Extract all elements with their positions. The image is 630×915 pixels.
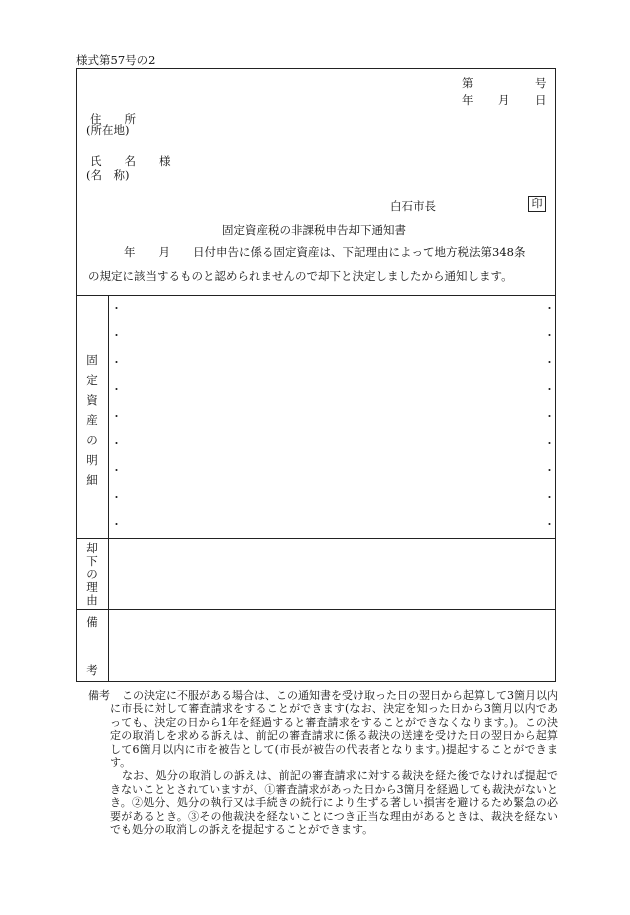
asset-bullet-left: ・ [111, 464, 122, 477]
rejection-reason-label: 却 下 の 理 由 [86, 541, 98, 607]
asset-bullet-right: ・ [544, 491, 555, 504]
remarks-paragraph-2: なお、処分の取消しの訴えは、前記の審査請求に対する裁決を経た後でなければ提起できないこととされていますが、①審査請求があった日から3箇月を経過しても裁決がないとき。②処分、処分の執行又は手続きの続行により生ずる著しい損害を避けるため緊急の必要があるとき。③その他裁決を経ないことにつき正当な理由があるときは、裁決を経ないでも処分の取消しの訴えを提起することができます。 [110, 769, 558, 837]
body-line-2: の規定に該当するものと認められませんので却下と決定しましたから通知します。 [88, 269, 513, 283]
asset-bullet-left: ・ [111, 437, 122, 450]
name-sub-label: (名 称) [86, 168, 130, 182]
asset-details-label: 固 定 資 産 の 明 細 [86, 353, 98, 487]
asset-bullet-right: ・ [544, 302, 555, 315]
date-day: 日 [535, 93, 547, 107]
label-column-divider [108, 295, 109, 682]
divider-asset-top [76, 295, 556, 296]
asset-bullet-right: ・ [544, 437, 555, 450]
asset-bullet-right: ・ [544, 410, 555, 423]
body-line-1: 年 月 日付申告に係る固定資産は、下記理由によって地方税法第348条 [124, 245, 526, 259]
asset-bullet-left: ・ [111, 302, 122, 315]
name-label: 氏 名 様 [90, 154, 171, 168]
date-month: 月 [498, 93, 510, 107]
remarks-cell-label-top: 備 [86, 615, 98, 629]
asset-bullet-left: ・ [111, 383, 122, 396]
asset-bullet-right: ・ [544, 383, 555, 396]
date-year: 年 [462, 93, 474, 107]
notice-number-suffix: 号 [535, 76, 547, 90]
issuer-title: 白石市長 [390, 199, 436, 213]
asset-bullet-left: ・ [111, 410, 122, 423]
asset-bullet-right: ・ [544, 518, 555, 531]
document-title: 固定資産税の非課税申告却下通知書 [222, 223, 406, 237]
remarks-paragraph-1: この決定に不服がある場合は、この通知書を受け取った日の翌日から起算して3箇月以内に市長に対して審査請求をすることができます(なお、決定を知った日から3箇月以内であっても、決定の日から1年を経過すると審査請求をすることができなくなります。)。この決定の取消しを求める訴えは、前記の審査請求に係る裁決の送達を受けた日の翌日から起算して6箇月以内に市を被告として(市長が被告の代表者となります。)提起することができます。 [110, 689, 558, 770]
asset-bullet-left: ・ [111, 356, 122, 369]
asset-bullet-right: ・ [544, 329, 555, 342]
remarks-head: 備考 [88, 689, 110, 702]
divider-remarks-top [76, 609, 556, 610]
address-sub-label: (所在地) [86, 123, 130, 137]
address-label: 住 所 [90, 112, 136, 126]
official-seal: 印 [528, 196, 546, 212]
asset-bullet-left: ・ [111, 329, 122, 342]
remarks-cell-label-bottom: 考 [86, 663, 98, 677]
asset-bullet-left: ・ [111, 491, 122, 504]
asset-bullet-right: ・ [544, 464, 555, 477]
notice-number-prefix: 第 [462, 76, 474, 90]
asset-bullet-left: ・ [111, 518, 122, 531]
form-number: 様式第57号の2 [76, 53, 156, 67]
remarks-note [88, 689, 558, 836]
divider-reason-top [76, 538, 556, 539]
asset-bullet-right: ・ [544, 356, 555, 369]
